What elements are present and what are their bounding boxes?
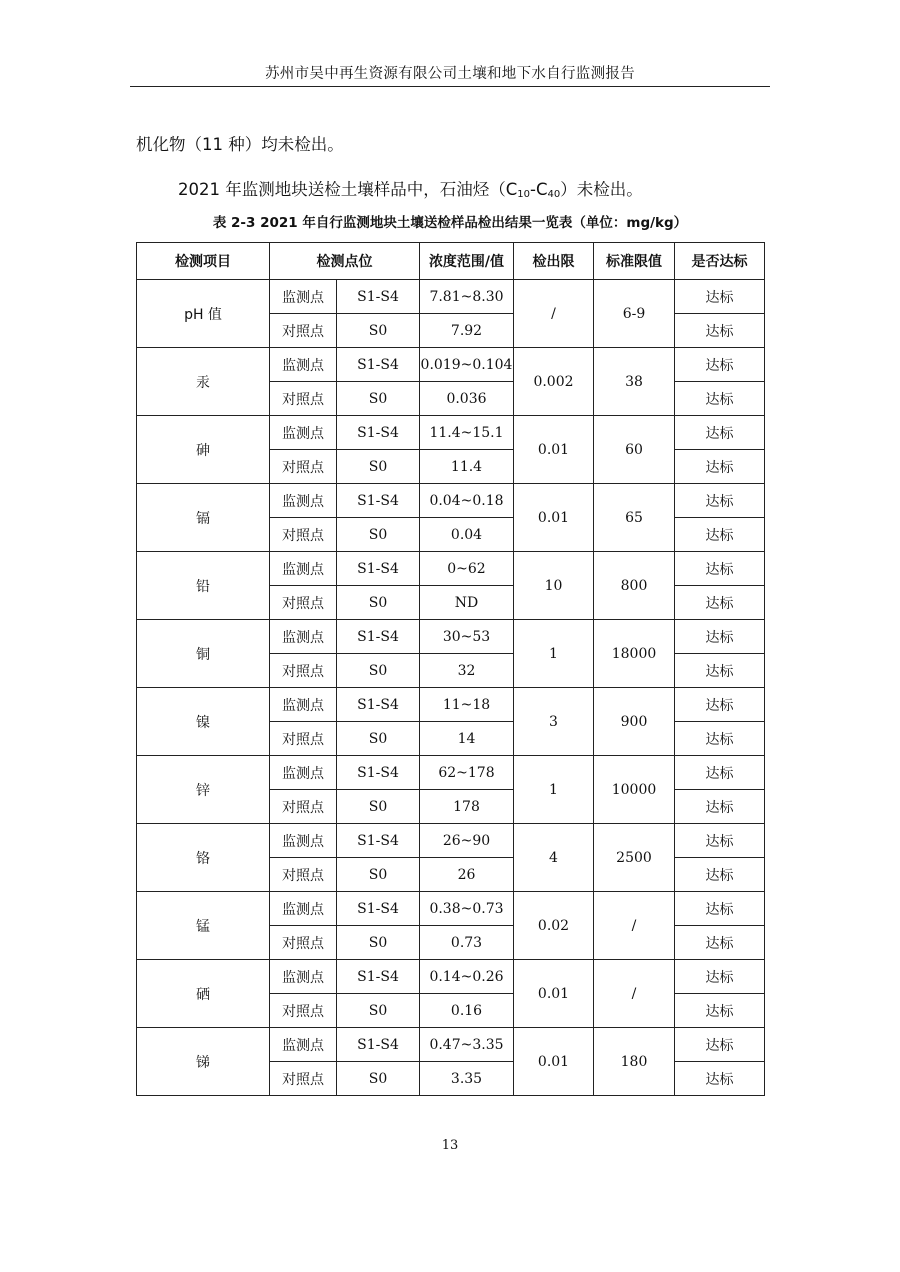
cell-standard: 18000	[594, 620, 675, 688]
cell-detection-limit: 0.02	[514, 892, 594, 960]
cell-compliance: 达标	[675, 484, 765, 518]
cell-point-ids: S1-S4	[337, 892, 420, 926]
cell-concentration: 178	[420, 790, 514, 824]
cell-concentration: 26	[420, 858, 514, 892]
cell-compliance: 达标	[675, 688, 765, 722]
cell-point-ids: S0	[337, 722, 420, 756]
cell-point-ids: S1-S4	[337, 280, 420, 314]
cell-detection-limit: 0.01	[514, 960, 594, 1028]
cell-compliance: 达标	[675, 654, 765, 688]
cell-point-type: 对照点	[270, 382, 337, 416]
header-point: 检测点位	[270, 243, 420, 280]
cell-point-ids: S1-S4	[337, 1028, 420, 1062]
cell-concentration: 3.35	[420, 1062, 514, 1096]
paragraph-organics: 机化物（11 种）均未检出。	[136, 135, 344, 154]
cell-compliance: 达标	[675, 892, 765, 926]
cell-concentration: 30~53	[420, 620, 514, 654]
cell-concentration: 0.036	[420, 382, 514, 416]
cell-point-type: 对照点	[270, 450, 337, 484]
cell-point-ids: S0	[337, 314, 420, 348]
cell-point-type: 对照点	[270, 926, 337, 960]
cell-detection-limit: 0.002	[514, 348, 594, 416]
cell-concentration: 0~62	[420, 552, 514, 586]
cell-compliance: 达标	[675, 960, 765, 994]
cell-point-type: 监测点	[270, 1028, 337, 1062]
cell-detection-limit: 1	[514, 756, 594, 824]
cell-concentration: 32	[420, 654, 514, 688]
cell-point-ids: S0	[337, 586, 420, 620]
cell-compliance: 达标	[675, 518, 765, 552]
cell-point-ids: S1-S4	[337, 960, 420, 994]
cell-compliance: 达标	[675, 756, 765, 790]
header-detection-limit: 检出限	[514, 243, 594, 280]
cell-compliance: 达标	[675, 790, 765, 824]
cell-standard: /	[594, 960, 675, 1028]
cell-concentration: 7.81~8.30	[420, 280, 514, 314]
cell-point-ids: S0	[337, 450, 420, 484]
cell-point-ids: S1-S4	[337, 552, 420, 586]
cell-compliance: 达标	[675, 1028, 765, 1062]
cell-item: 汞	[137, 348, 270, 416]
cell-detection-limit: /	[514, 280, 594, 348]
cell-standard: 38	[594, 348, 675, 416]
table-row-monitor	[137, 552, 765, 586]
cell-compliance: 达标	[675, 620, 765, 654]
cell-concentration: 0.019~0.104	[420, 348, 514, 382]
cell-point-type: 对照点	[270, 858, 337, 892]
cell-standard: 6-9	[594, 280, 675, 348]
header-rule	[130, 86, 770, 87]
cell-compliance: 达标	[675, 858, 765, 892]
cell-standard: 65	[594, 484, 675, 552]
cell-detection-limit: 4	[514, 824, 594, 892]
table-row-monitor	[137, 484, 765, 518]
cell-point-ids: S0	[337, 518, 420, 552]
cell-standard: /	[594, 892, 675, 960]
cell-concentration: 0.38~0.73	[420, 892, 514, 926]
header-standard: 标准限值	[594, 243, 675, 280]
cell-point-ids: S0	[337, 654, 420, 688]
paragraph-petroleum	[178, 176, 643, 200]
cell-compliance: 达标	[675, 926, 765, 960]
cell-point-type: 对照点	[270, 994, 337, 1028]
cell-point-type: 对照点	[270, 722, 337, 756]
subscript-c40: 40	[547, 189, 561, 200]
cell-concentration: 26~90	[420, 824, 514, 858]
table-row-monitor	[137, 280, 765, 314]
cell-compliance: 达标	[675, 280, 765, 314]
cell-point-type: 对照点	[270, 1062, 337, 1096]
cell-item: 锑	[137, 1028, 270, 1096]
cell-compliance: 达标	[675, 416, 765, 450]
cell-detection-limit: 0.01	[514, 416, 594, 484]
page-header-title: 苏州市吴中再生资源有限公司土壤和地下水自行监测报告	[265, 66, 635, 82]
cell-point-type: 对照点	[270, 314, 337, 348]
cell-concentration: ND	[420, 586, 514, 620]
table-row-monitor	[137, 620, 765, 654]
paragraph-petroleum-suffix: ）未检出。	[560, 180, 643, 199]
header-compliance: 是否达标	[675, 243, 765, 280]
table-row-monitor	[137, 824, 765, 858]
cell-item: 铬	[137, 824, 270, 892]
cell-concentration: 0.73	[420, 926, 514, 960]
cell-compliance: 达标	[675, 552, 765, 586]
cell-point-type: 监测点	[270, 960, 337, 994]
cell-concentration: 7.92	[420, 314, 514, 348]
cell-item: 铅	[137, 552, 270, 620]
cell-concentration: 0.04~0.18	[420, 484, 514, 518]
subscript-c10: 10	[517, 189, 530, 200]
cell-point-type: 监测点	[270, 892, 337, 926]
cell-compliance: 达标	[675, 994, 765, 1028]
cell-point-type: 监测点	[270, 348, 337, 382]
cell-compliance: 达标	[675, 1062, 765, 1096]
cell-item: 镍	[137, 688, 270, 756]
cell-compliance: 达标	[675, 348, 765, 382]
cell-item: 锌	[137, 756, 270, 824]
cell-concentration: 0.04	[420, 518, 514, 552]
cell-point-type: 监测点	[270, 416, 337, 450]
cell-point-ids: S1-S4	[337, 824, 420, 858]
cell-concentration: 62~178	[420, 756, 514, 790]
paragraph-petroleum-prefix: 2021 年监测地块送检土壤样品中，石油烃（C	[178, 180, 518, 199]
table-caption: 表 2-3 2021 年自行监测地块土壤送检样品检出结果一览表（单位：mg/kg）	[212, 215, 688, 231]
cell-item: 铜	[137, 620, 270, 688]
cell-item: pH 值	[137, 280, 270, 348]
cell-compliance: 达标	[675, 382, 765, 416]
cell-point-ids: S0	[337, 994, 420, 1028]
results-table	[136, 242, 765, 1096]
cell-point-ids: S1-S4	[337, 756, 420, 790]
cell-point-type: 对照点	[270, 586, 337, 620]
cell-item: 镉	[137, 484, 270, 552]
cell-point-ids: S0	[337, 790, 420, 824]
page-number: 13	[441, 1138, 459, 1153]
cell-item: 硒	[137, 960, 270, 1028]
table-row-monitor	[137, 416, 765, 450]
cell-concentration: 0.14~0.26	[420, 960, 514, 994]
cell-detection-limit: 3	[514, 688, 594, 756]
cell-point-ids: S1-S4	[337, 348, 420, 382]
table-header-row	[137, 243, 765, 280]
cell-standard: 180	[594, 1028, 675, 1096]
cell-item: 砷	[137, 416, 270, 484]
cell-point-type: 对照点	[270, 790, 337, 824]
cell-detection-limit: 0.01	[514, 1028, 594, 1096]
paragraph-petroleum-mid: -C	[530, 180, 548, 199]
cell-point-ids: S1-S4	[337, 688, 420, 722]
cell-point-type: 监测点	[270, 688, 337, 722]
cell-point-ids: S1-S4	[337, 484, 420, 518]
cell-detection-limit: 10	[514, 552, 594, 620]
table-row-monitor	[137, 756, 765, 790]
cell-point-ids: S0	[337, 1062, 420, 1096]
cell-point-ids: S1-S4	[337, 620, 420, 654]
table-row-monitor	[137, 688, 765, 722]
cell-point-type: 监测点	[270, 484, 337, 518]
table-row-monitor	[137, 1028, 765, 1062]
cell-point-ids: S1-S4	[337, 416, 420, 450]
table-row-monitor	[137, 348, 765, 382]
cell-detection-limit: 0.01	[514, 484, 594, 552]
cell-point-ids: S0	[337, 926, 420, 960]
cell-point-type: 监测点	[270, 824, 337, 858]
cell-standard: 800	[594, 552, 675, 620]
cell-compliance: 达标	[675, 722, 765, 756]
cell-concentration: 11.4~15.1	[420, 416, 514, 450]
cell-item: 锰	[137, 892, 270, 960]
cell-point-type: 监测点	[270, 756, 337, 790]
cell-point-type: 对照点	[270, 518, 337, 552]
cell-compliance: 达标	[675, 450, 765, 484]
cell-concentration: 0.47~3.35	[420, 1028, 514, 1062]
cell-point-type: 对照点	[270, 654, 337, 688]
header-range: 浓度范围/值	[420, 243, 514, 280]
cell-point-ids: S0	[337, 858, 420, 892]
cell-concentration: 14	[420, 722, 514, 756]
cell-detection-limit: 1	[514, 620, 594, 688]
cell-concentration: 11~18	[420, 688, 514, 722]
cell-compliance: 达标	[675, 824, 765, 858]
cell-standard: 10000	[594, 756, 675, 824]
cell-concentration: 0.16	[420, 994, 514, 1028]
table-row-monitor	[137, 892, 765, 926]
cell-point-type: 监测点	[270, 552, 337, 586]
table-row-monitor	[137, 960, 765, 994]
cell-point-type: 监测点	[270, 620, 337, 654]
cell-compliance: 达标	[675, 586, 765, 620]
cell-standard: 2500	[594, 824, 675, 892]
cell-standard: 60	[594, 416, 675, 484]
cell-point-type: 监测点	[270, 280, 337, 314]
cell-compliance: 达标	[675, 314, 765, 348]
header-item: 检测项目	[137, 243, 270, 280]
table-body	[137, 280, 765, 1096]
cell-point-ids: S0	[337, 382, 420, 416]
cell-standard: 900	[594, 688, 675, 756]
cell-concentration: 11.4	[420, 450, 514, 484]
